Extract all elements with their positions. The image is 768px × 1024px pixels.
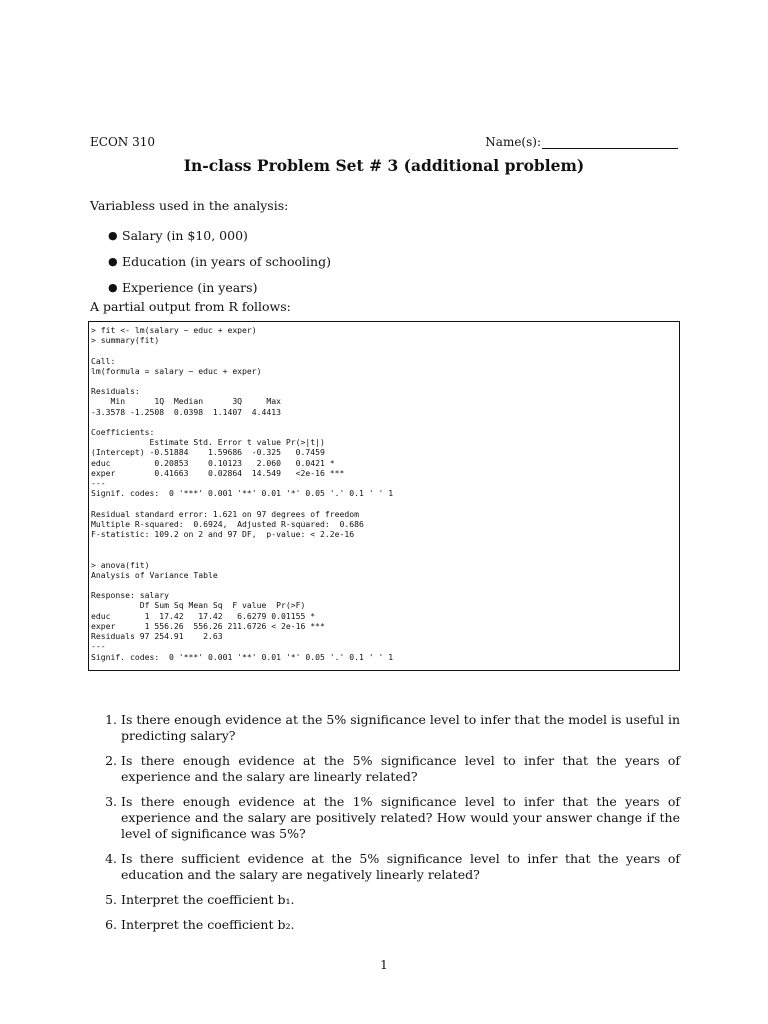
variables-intro: Variabless used in the analysis: [90, 198, 289, 213]
page-number: 1 [380, 958, 388, 972]
question-item [90, 712, 680, 744]
bullet-icon: ● [108, 228, 118, 242]
list-item [108, 222, 331, 248]
question-text: Is there enough evidence at the 5% significance level to infer that the model is useful in predicting salary? [121, 712, 680, 743]
list-item [108, 248, 331, 274]
name-field [485, 135, 678, 149]
name-blank-line [542, 136, 678, 149]
question-number: 4. [105, 851, 117, 866]
question-item [90, 892, 680, 908]
name-label: Name(s): [485, 135, 541, 149]
question-text: Interpret the coefficient b₂. [121, 917, 295, 932]
r-output-intro: A partial output from R follows: [90, 299, 291, 314]
variables-list [108, 222, 331, 300]
list-item [108, 274, 331, 300]
question-number: 5. [105, 892, 117, 907]
question-text: Is there sufficient evidence at the 5% significance level to infer that the years of education and the salary are negatively linearly related? [121, 851, 680, 882]
bullet-icon: ● [108, 254, 118, 268]
question-number: 2. [105, 753, 117, 768]
bullet-icon: ● [108, 280, 118, 294]
question-number: 3. [105, 794, 117, 809]
question-text: Interpret the coefficient b₁. [121, 892, 295, 907]
question-item [90, 917, 680, 933]
question-text: Is there enough evidence at the 1% significance level to infer that the years of experience and the salary are positively related? How would your answer change if the level of significance was 5%? [121, 794, 680, 841]
question-item [90, 794, 680, 842]
variable-label: Education (in years of schooling) [122, 253, 331, 269]
variable-label: Experience (in years) [122, 279, 258, 295]
question-number: 1. [105, 712, 117, 727]
course-code: ECON 310 [90, 135, 155, 149]
question-text: Is there enough evidence at the 5% significance level to infer that the years of experience and the salary are linearly related? [121, 753, 680, 784]
page-title: In-class Problem Set # 3 (additional problem) [183, 156, 585, 175]
question-item [90, 753, 680, 785]
question-item [90, 851, 680, 883]
question-number: 6. [105, 917, 117, 932]
variable-label: Salary (in $10, 000) [122, 227, 248, 243]
r-output-text: > fit <- lm(salary ~ educ + exper) > summary(fit) Call: lm(formula = salary ~ educ + exper) Residuals: Min 1Q Median 3Q Max -3.3578 -1.2508 0.0398 1.1407 4.4413 Coefficients: Estimate Std. Error t value Pr(>|t|) (Intercept) -0.51884 1.59686 -0.325 0.7459 educ 0.20853 0.10123 2.060 0.0421 * exper 0.41663 0.02864 14.549 <2e-16 *** --- Signif. codes: 0 '***' 0.001 '**' 0.01 '*' 0.05 '.' 0.1 ' ' 1 Residual standard error: 1.621 on 97 degrees of freedom Multiple R-squared: 0.6924, Adjusted R-squared: 0.686 F-statistic: 109.2 on 2 and 97 DF, p-value: < 2.2e-16 > anova(fit) Analysis of Variance Table Response: salary Df Sum Sq Mean Sq F value Pr(>F) educ 1 17.42 17.42 6.6279 0.01155 * exper 1 556.26 556.26 211.6726 < 2e-16 *** Residuals 97 254.91 2.63 --- Signif. codes: 0 '***' 0.001 '**' 0.01 '*' 0.05 '.' 0.1 ' ' 1 [91, 325, 394, 662]
r-output-box [88, 321, 680, 671]
questions-list [90, 712, 680, 942]
